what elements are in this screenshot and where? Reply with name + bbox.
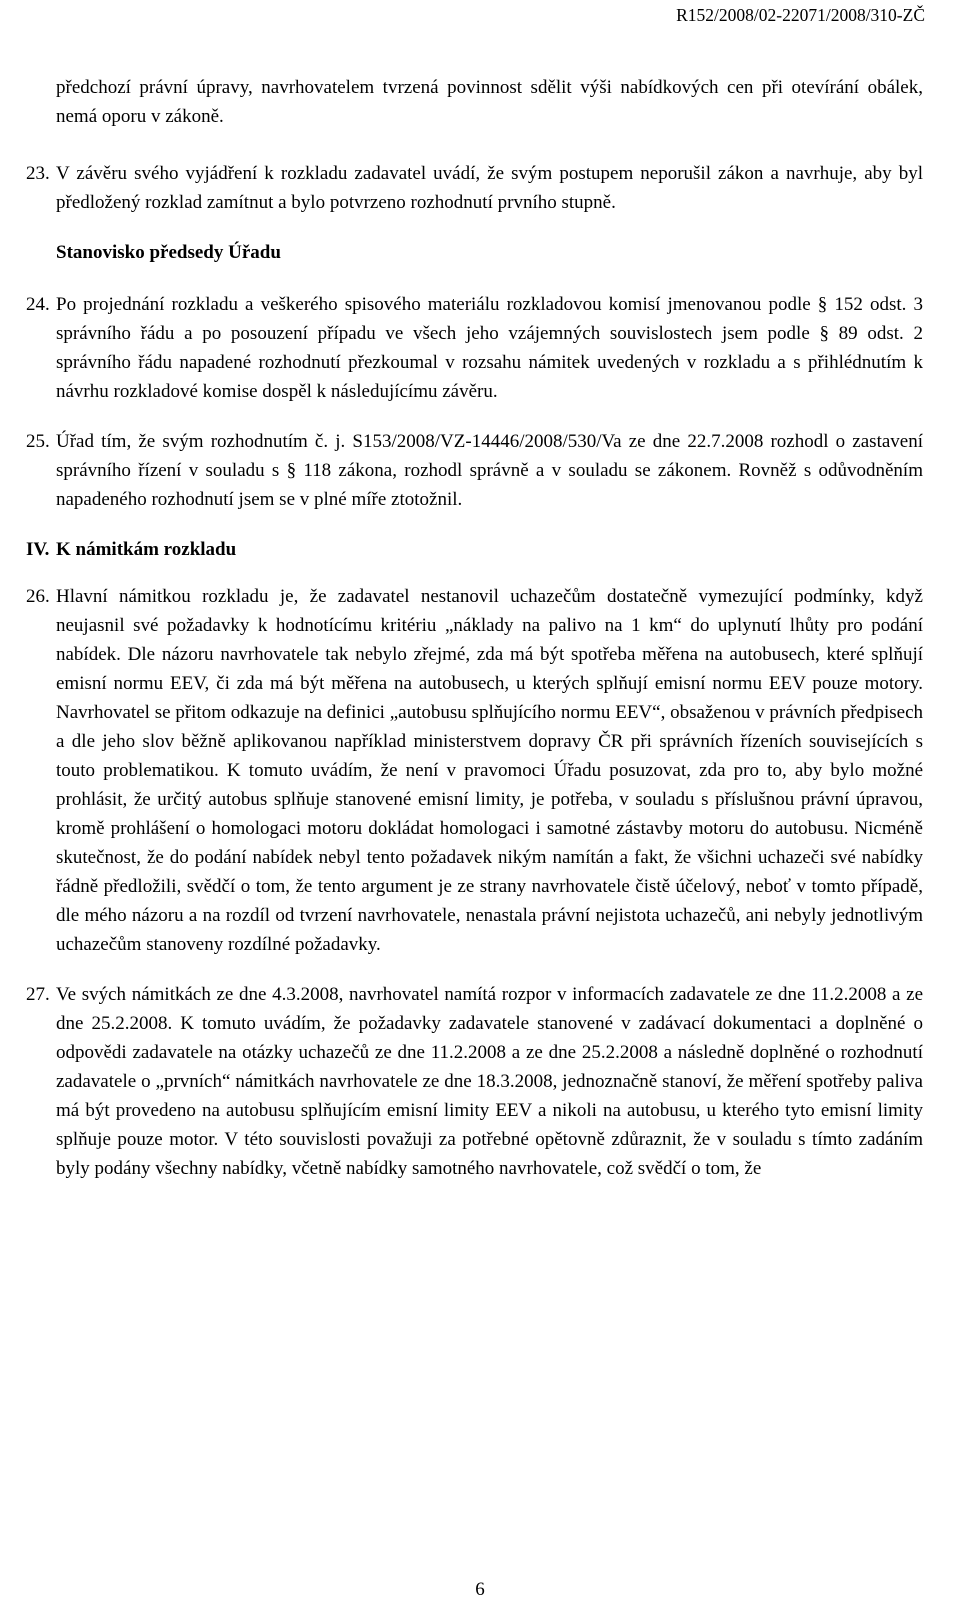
subheading: Stanovisko předsedy Úřadu xyxy=(56,242,281,263)
paragraph-number: 25. xyxy=(26,431,50,452)
paragraph-text: předchozí právní úpravy, navrhovatelem tvrzená povinnost sdělit výši nabídkových cen při otevírání obálek, nemá oporu v zákoně. xyxy=(56,77,923,127)
paragraph-number: 23. xyxy=(26,163,50,184)
paragraph-26 xyxy=(26,582,923,959)
paragraph-text: V závěru svého vyjádření k rozkladu zadavatel uvádí, že svým postupem neporušil zákon a navrhuje, aby byl předložený rozklad zamítnut a bylo potvrzeno rozhodnutí prvního stupně. xyxy=(56,163,923,213)
paragraph-text: Po projednání rozkladu a veškerého spisového materiálu rozkladovou komisí jmenovanou podle § 152 odst. 3 správního řádu a po posouzení případu ve všech jeho vzájemných souvislostech jsem podle § 89 odst. 2 správního řádu napadené rozhodnutí přezkoumal v rozsahu námitek uvedených v rozkladu a s přihlédnutím k návrhu rozkladové komise dospěl k následujícímu závěru. xyxy=(56,294,923,402)
paragraph-23 xyxy=(26,159,923,217)
section-heading xyxy=(26,535,923,564)
section-title: K námitkám rozkladu xyxy=(56,539,237,560)
paragraph-text: Hlavní námitkou rozkladu je, že zadavatel nestanovil uchazečům dostatečně vymezující podmínky, když neujasnil své požadavky k hodnotícímu kritériu „náklady na palivo na 1 km“ do uplynutí lhůty pro podání nabídek. Dle názoru navrhovatele tak nebylo zřejmé, zda má být spotřeba měřena na autobusech, které splňují emisní normu EEV, či zda má být měřena na autobusech, u kterých splňují emisní normu EEV pouze motory. Navrhovatel se přitom odkazuje na definici „autobusu splňujícího normu EEV“, obsaženou v právních předpisech a dle jeho slov běžně aplikovanou například ministerstvem dopravy ČR při správních řízeních souvisejících s touto problematikou. K tomuto uvádím, že není v pravomoci Úřadu posuzovat, zda pro to, aby bylo možné prohlásit, že určitý autobus splňuje stanovené emisní limity, je potřeba, v souladu s příslušnou právní úpravou, kromě prohlášení o homologaci motoru dokládat homologaci i samotné zástavby motoru do autobusu. Nicméně skutečnost, že do podání nabídek nebyl tento požadavek nikým namítán a fakt, že všichni uchazeči své nabídky řádně předložili, svědčí o tom, že tento argument je ze strany navrhovatele čistě účelový, neboť v tomto případě, dle mého názoru a na rozdíl od tvrzení navrhovatele, nenastala právní nejistota uchazečů, ani nebyly jednotlivým uchazečům stanoveny rozdílné požadavky. xyxy=(56,586,923,955)
paragraph-24 xyxy=(26,290,923,406)
paragraph-25 xyxy=(26,427,923,514)
paragraph-number: 27. xyxy=(26,984,50,1005)
paragraph-number: 24. xyxy=(26,294,50,315)
page-number: 6 xyxy=(475,1579,485,1600)
paragraph-text: Ve svých námitkách ze dne 4.3.2008, navrhovatel namítá rozpor v informacích zadavatele ze dne 11.2.2008 a ze dne 25.2.2008. K tomuto uvádím, že požadavky zadavatele stanovené v zadávací dokumentaci a doplněné o odpovědi zadavatele na otázky uchazečů ze dne 11.2.2008 a ze dne 25.2.2008 a následně doplněné o rozhodnutí zadavatele o „prvních“ námitkách navrhovatele ze dne 18.3.2008, jednoznačně stanoví, že měření spotřeby paliva má být provedeno na autobusu splňujícím emisní limity EEV a nikoli na autobusu, u kterého tyto emisní limity splňuje pouze motor. V této souvislosti považuji za potřebné opětovně zdůraznit, že v souladu s tímto zadáním byly podány všechny nabídky, včetně nabídky samotného navrhovatele, což svědčí o tom, že xyxy=(56,984,923,1179)
intro-paragraph xyxy=(26,73,923,131)
document-body xyxy=(26,73,923,1204)
paragraph-27 xyxy=(26,980,923,1183)
paragraph-number: 26. xyxy=(26,586,50,607)
paragraph-text: Úřad tím, že svým rozhodnutím č. j. S153/2008/VZ-14446/2008/530/Va ze dne 22.7.2008 rozhodl o zastavení správního řízení v souladu s § 118 zákona, rozhodl správně a v souladu se zákonem. Rovněž s odůvodněním napadeného rozhodnutí jsem se v plné míře ztotožnil. xyxy=(56,431,923,510)
document-reference: R152/2008/02-22071/2008/310-ZČ xyxy=(676,5,925,25)
section-number: IV. xyxy=(26,539,50,560)
